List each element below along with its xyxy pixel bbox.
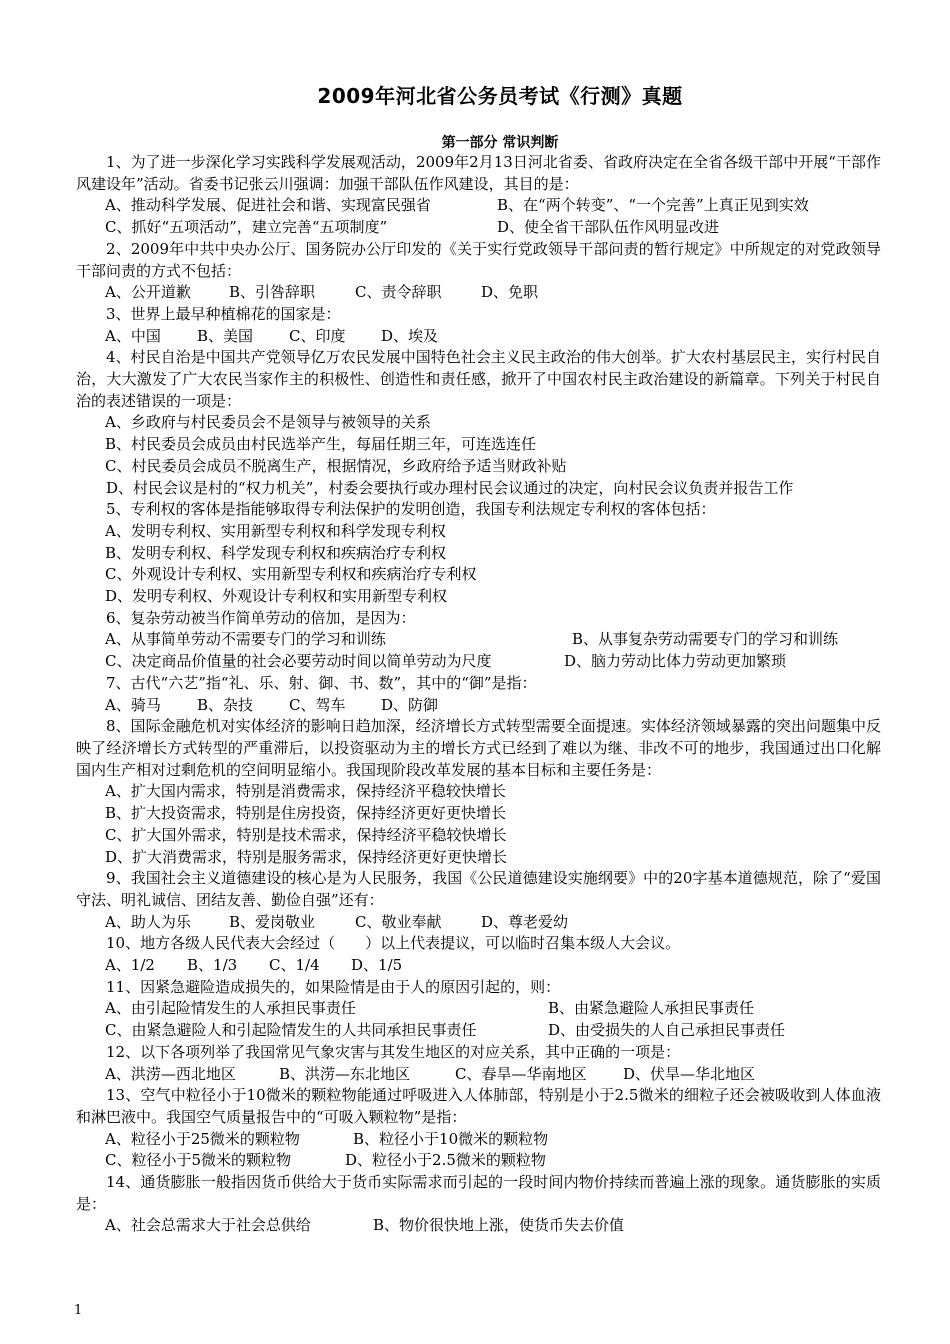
option: C、村民委员会成员不脱离生产，根据情况，乡政府给予适当财政补贴 — [105, 456, 567, 475]
option-row — [76, 521, 881, 543]
question-stem: 4、村民自治是中国共产党领导亿万农民发展中国特色社会主义民主政治的伟大创举。扩大农村基层民主，实行村民自治，大大激发了广大农民当家作主的积极性、创造性和责任感，掀开了中国农村民主政治建设的新篇章。下列关于村民自治的表述错误的一项是： — [76, 348, 881, 410]
page-number: 1 — [74, 1303, 83, 1318]
question-stem: 13、空气中粒径小于10微米的颗粒物能通过呼吸进入人体肺部，特别是小于2.5微米的细粒子还会被吸收到人体血液和淋巴液中。我国空气质量报告中的“可吸入颗粒物”是指： — [76, 1086, 881, 1126]
option: B、1/3 — [187, 956, 238, 975]
option: D、粒径小于2.5微米的颗粒物 — [345, 1151, 546, 1170]
question-stem: 1、为了进一步深化学习实践科学发展观活动，2009年2月13日河北省委、省政府决定在全省各级干部中开展“干部作风建设年”活动。省委书记张云川强调：加强干部队伍作风建设，其目的是： — [76, 153, 881, 193]
option: D、1/5 — [351, 956, 403, 975]
option: A、中国 — [105, 326, 161, 345]
option: A、骑马 — [105, 695, 161, 714]
option: C、扩大国外需求，特别是技术需求，保持经济平稳较快增长 — [105, 825, 507, 844]
option: C、敬业奉献 — [355, 912, 442, 931]
option-row — [76, 326, 881, 348]
option: D、使全省干部队伍作风明显改进 — [497, 218, 720, 237]
question-list — [76, 152, 881, 1237]
option-row — [76, 825, 881, 847]
option-long: D、村民会议是村的“权力机关”，村委会要执行或办理村民会议通过的决定，向村民会议负责并报告工作 — [106, 478, 794, 497]
option: A、公开道歉 — [105, 283, 191, 302]
option: B、杂技 — [197, 695, 254, 714]
option: B、引咎辞职 — [229, 283, 316, 302]
option: B、由紧急避险人承担民事责任 — [548, 999, 755, 1018]
option: B、粒径小于10微米的颗粒物 — [353, 1129, 549, 1148]
option-row — [76, 412, 881, 434]
option-row — [76, 564, 881, 586]
question-stem: 7、古代“六艺”指“礼、乐、射、御、书、数”，其中的“御”是指： — [106, 673, 537, 692]
option: B、美国 — [197, 326, 254, 345]
question-stem: 6、复杂劳动被当作简单劳动的倍加，是因为： — [106, 608, 416, 627]
option-row — [76, 195, 881, 217]
option-row — [76, 998, 881, 1020]
option: D、由受损失的人自己承担民事责任 — [548, 1021, 786, 1040]
option: A、从事简单劳动不需要专门的学习和训练 — [105, 630, 386, 649]
option: D、发明专利权、外观设计专利权和实用新型专利权 — [105, 587, 448, 606]
option: B、洪涝—东北地区 — [279, 1064, 411, 1083]
option: D、扩大消费需求，特别是服务需求，保持经济更好更快增长 — [105, 847, 508, 866]
option-row — [76, 847, 881, 869]
option: D、伏旱—华北地区 — [623, 1064, 756, 1083]
option-row — [76, 282, 881, 304]
option: D、免职 — [481, 283, 539, 302]
option-row — [76, 1215, 881, 1237]
option-row — [76, 912, 881, 934]
question-stem: 3、世界上最早种植棉花的国家是： — [106, 304, 341, 323]
option: C、1/4 — [269, 956, 320, 975]
option-row — [76, 629, 881, 651]
option: A、洪涝—西北地区 — [105, 1064, 236, 1083]
option: A、助人为乐 — [105, 912, 191, 931]
option-row — [76, 651, 881, 673]
option-row — [76, 1150, 881, 1172]
option: C、决定商品价值量的社会必要劳动时间以简单劳动为尺度 — [105, 652, 492, 671]
option: A、推动科学发展、促进社会和谐、实现富民强省 — [105, 196, 431, 215]
option: A、1/2 — [105, 956, 155, 975]
option: B、爱岗敬业 — [229, 912, 316, 931]
option: A、发明专利权、实用新型专利权和科学发现专利权 — [105, 521, 446, 540]
option: B、从事复杂劳动需要专门的学习和训练 — [572, 630, 839, 649]
option: C、外观设计专利权、实用新型专利权和疾病治疗专利权 — [105, 565, 477, 584]
option: C、由紧急避险人和引起险情发生的人共同承担民事责任 — [105, 1021, 477, 1040]
option-row — [76, 434, 881, 456]
section-heading: 第一部分 常识判断 — [441, 135, 559, 151]
option: D、埃及 — [381, 326, 439, 345]
question-stem: 10、地方各级人民代表大会经过（ ）以上代表提议，可以临时召集本级人大会议。 — [106, 934, 681, 953]
option: B、扩大投资需求，特别是住房投资，保持经济更好更快增长 — [105, 804, 507, 823]
option: D、尊老爱幼 — [481, 912, 569, 931]
option-row — [76, 217, 881, 239]
option-row — [76, 803, 881, 825]
option: A、社会总需求大于社会总供给 — [105, 1216, 311, 1235]
option-row — [76, 543, 881, 565]
question-stem: 14、通货膨胀一般指因货币供给大于货币实际需求而引起的一段时间内物价持续而普遍上涨的现象。通货膨胀的实质是： — [76, 1173, 881, 1213]
option: D、脑力劳动比体力劳动更加繁琐 — [564, 652, 787, 671]
option-row — [76, 586, 881, 608]
option-row — [76, 695, 881, 717]
question-stem: 12、以下各项列举了我国常见气象灾害与其发生地区的对应关系，其中正确的一项是： — [106, 1042, 681, 1061]
question-stem: 9、我国社会主义道德建设的核心是为人民服务，我国《公民道德建设实施纲要》中的20字基本道德规范，除了“爱国守法、明礼诚信、团结友善、勤俭自强”还有： — [76, 869, 881, 909]
option: C、印度 — [289, 326, 346, 345]
option: A、乡政府与村民委员会不是领导与被领导的关系 — [105, 413, 431, 432]
option: B、物价很快地上涨，使货币失去价值 — [373, 1216, 625, 1235]
option: C、责令辞职 — [355, 283, 442, 302]
option: D、防御 — [381, 695, 439, 714]
option-row — [76, 955, 881, 977]
option-row — [76, 1020, 881, 1042]
option-row — [76, 1129, 881, 1151]
option: B、在“两个转变”、“一个完善”上真正见到实效 — [497, 196, 809, 215]
option-row — [76, 1064, 881, 1086]
question-stem: 11、因紧急避险造成损失的，如果险情是由于人的原因引起的，则： — [106, 977, 561, 996]
question-stem: 2、2009年中共中央办公厅、国务院办公厅印发的《关于实行党政领导干部问责的暂行规定》中所规定的对党政领导干部问责的方式不包括： — [76, 239, 881, 280]
option: A、由引起险情发生的人承担民事责任 — [105, 999, 356, 1018]
question-stem: 8、国际金融危机对实体经济的影响日趋加深，经济增长方式转型需要全面提速。实体经济领域暴露的突出问题集中反映了经济增长方式转型的严重滞后，以投资驱动为主的增长方式已经到了难以为继、非改不可的地步，我国通过出口化解国内生产相对过剩危机的空间明显缩小。我国现阶段改革发展的基本目标和主要任务是： — [76, 717, 881, 779]
option: A、扩大国内需求，特别是消费需求，保持经济平稳较快增长 — [105, 782, 506, 801]
document-title: 2009年河北省公务员考试《行测》真题 — [317, 84, 683, 108]
option: A、粒径小于25微米的颗粒物 — [105, 1129, 300, 1148]
option-row — [76, 456, 881, 478]
option: C、春旱—华南地区 — [455, 1064, 587, 1083]
option: C、粒径小于5微米的颗粒物 — [105, 1151, 292, 1170]
option-row — [76, 781, 881, 803]
option: C、抓好“五项活动”，建立完善“五项制度” — [105, 218, 388, 237]
question-stem: 5、专利权的客体是指能够取得专利法保护的发明创造，我国专利法规定专利权的客体包括： — [106, 500, 716, 519]
option: C、驾车 — [289, 695, 346, 714]
option: B、发明专利权、科学发现专利权和疾病治疗专利权 — [105, 543, 447, 562]
option: B、村民委员会成员由村民选举产生，每届任期三年，可连选连任 — [105, 435, 537, 454]
